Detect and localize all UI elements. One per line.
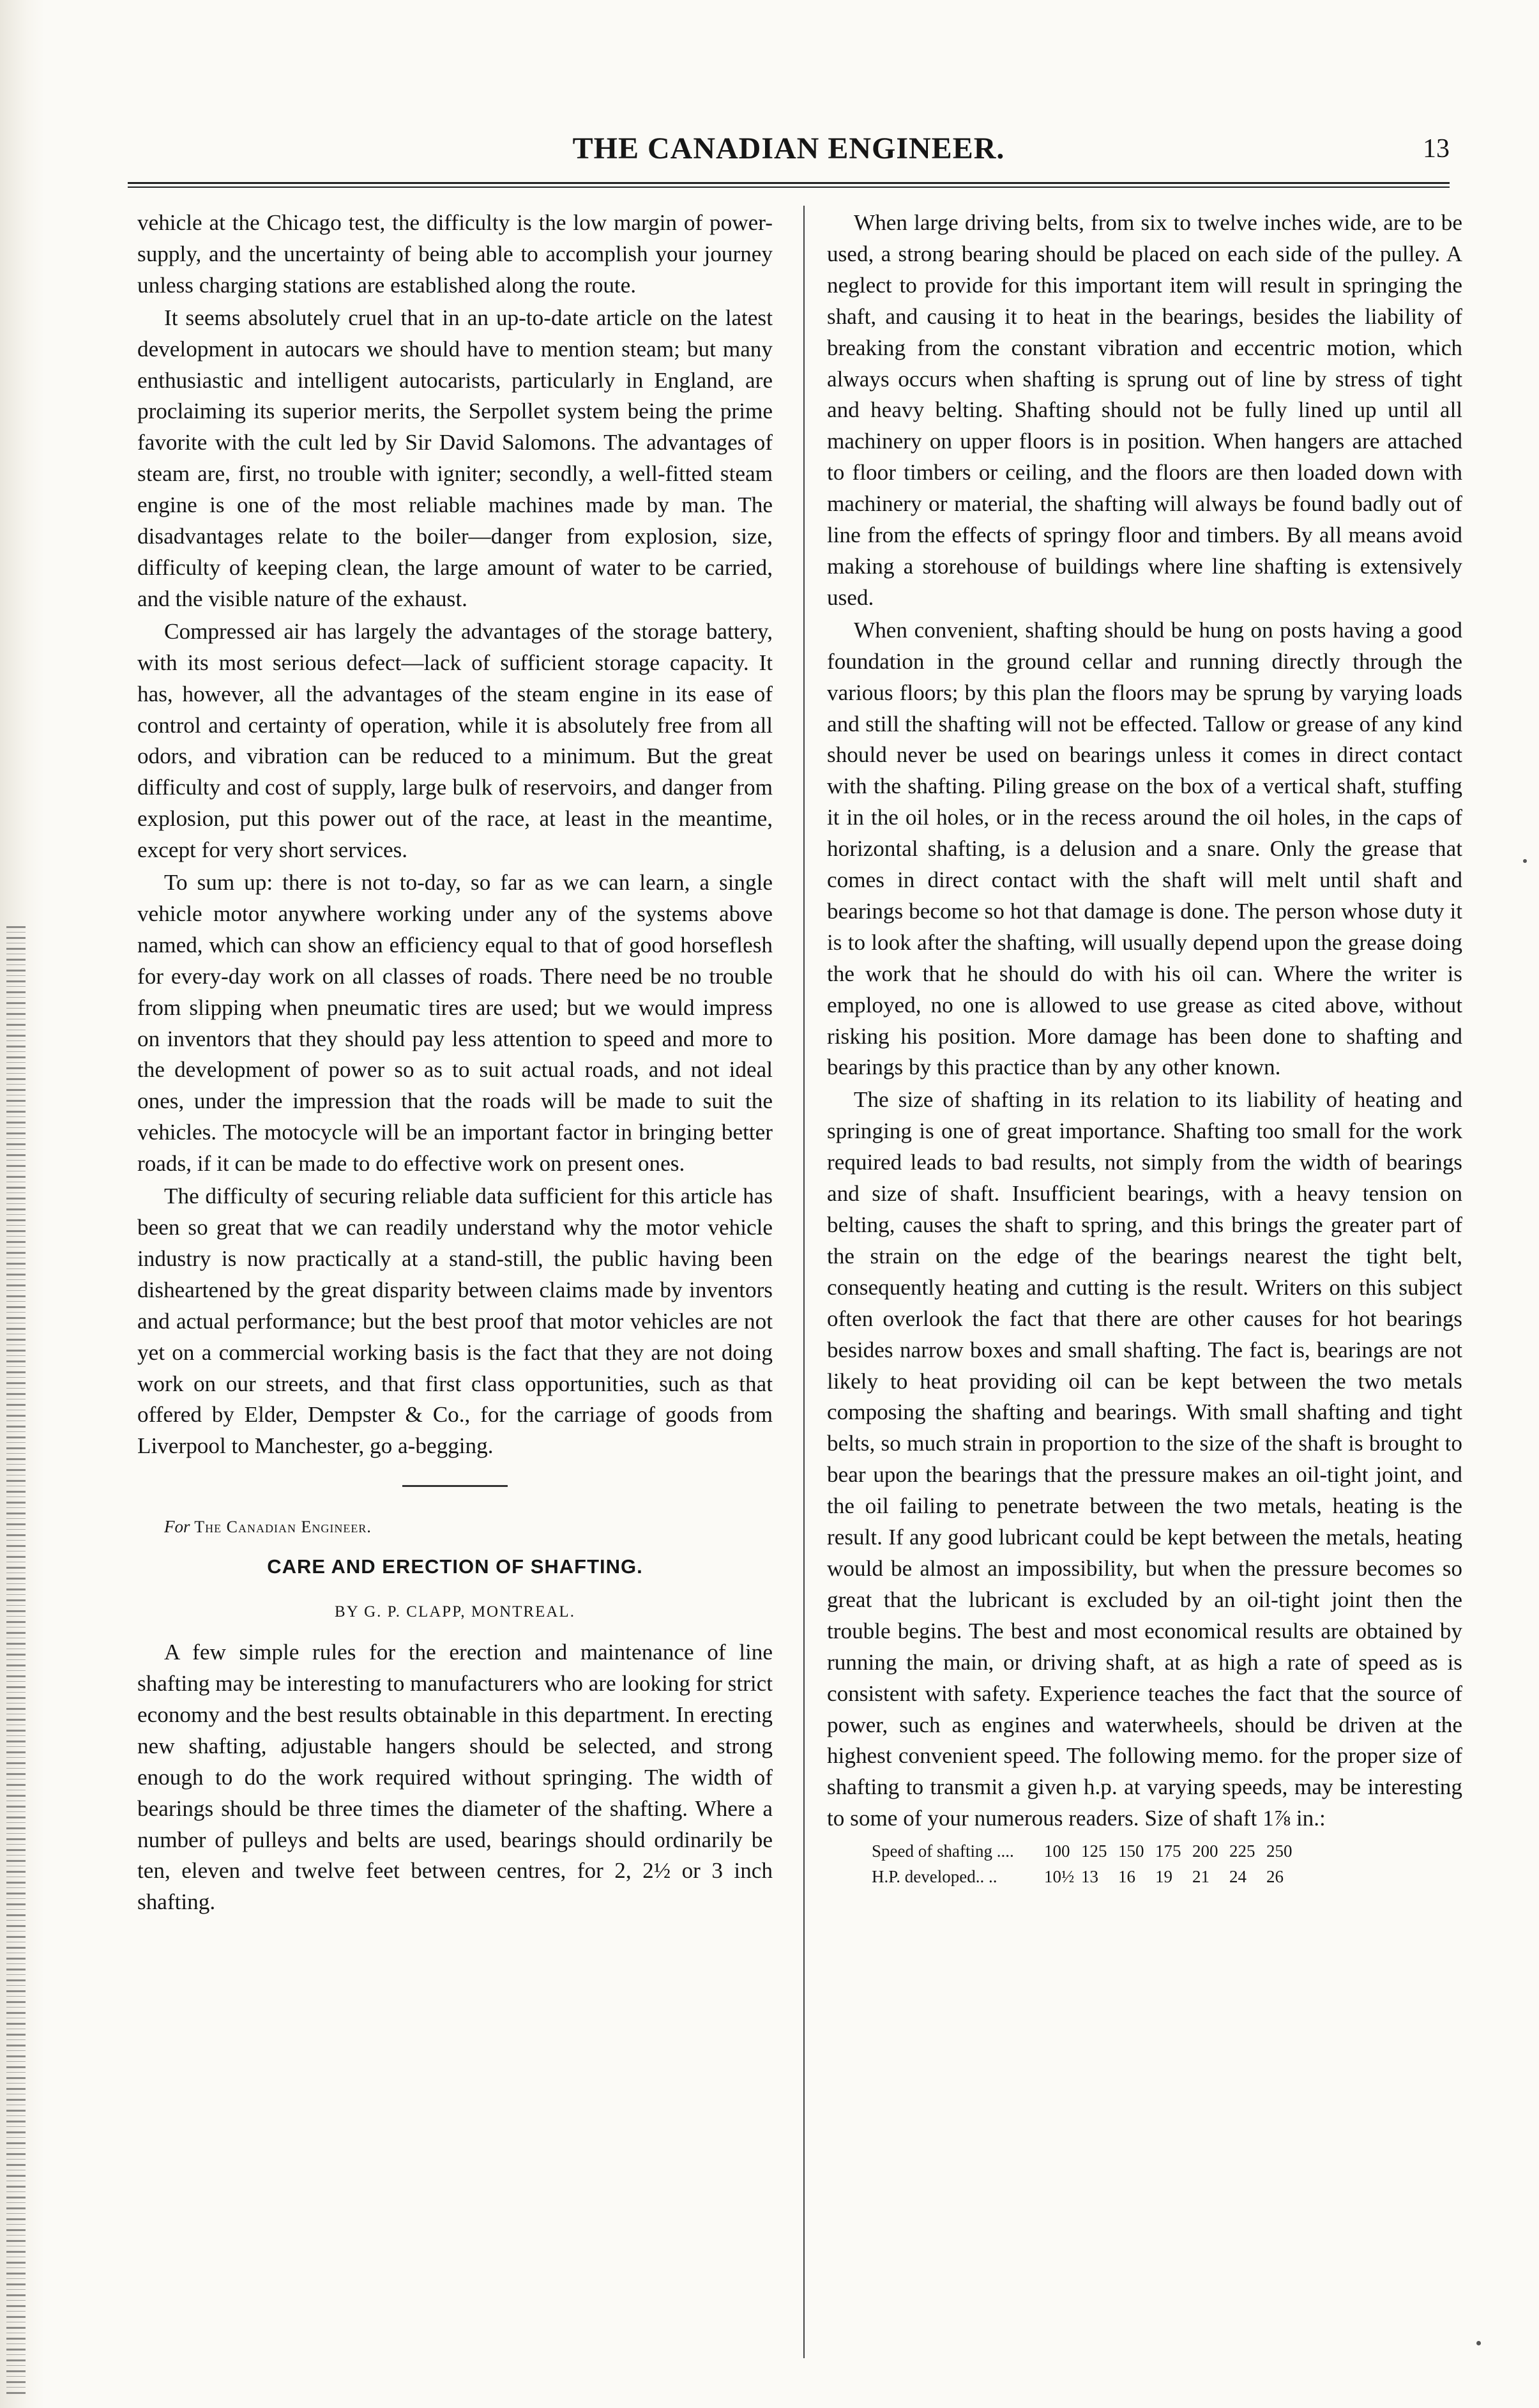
paragraph: A few simple rules for the erection and maintenance of line shafting may be interesting to manufacturers who are looking for strict economy and the best results obtainable in this department. In erecting new shafting, adjustable hangers should be selected, and strong enough to do the work required without springing. The width of bearings should be three times the diameter of the shafting. Where a number of pulleys and belts are used, bearings should ordinarily be ten, eleven and twelve feet between centres, for 2, 2½ or 3 inch shafting. xyxy=(137,1640,773,1915)
table-cell: 21 xyxy=(1192,1867,1209,1887)
table-cell: 16 xyxy=(1118,1867,1135,1887)
table-row xyxy=(827,1838,1462,1864)
paragraph: Compressed air has largely the advantages of the storage battery, with its most serious defect—lack of sufficient storage capacity. It has, however, all the advantages of the steam engine in its ease of control and certainty of operation, while it is absolutely free from all odors, and vibration can be reduced to a minimum. But the great difficulty and cost of supply, large bulk of reservoirs, and danger from explosion, put this power out of the race, at least in the meantime, except for very short services. xyxy=(137,618,773,863)
table-cell: 175 xyxy=(1155,1841,1181,1861)
table-cell: 100 xyxy=(1044,1841,1070,1861)
article-byline: BY G. P. CLAPP, MONTREAL. xyxy=(335,1603,575,1621)
paragraph: The size of shafting in its relation to its liability of heating and springing is one of great importance. Shafting too small for the work required leads to bad results, not simply from the width of bearings and size of shaft. Insufficient bearings, with a heavy tension on belting, causes the shaft to spring, and this brings the greater part of the strain on the edge of the bearings nearest the tight belt, consequently heating and cutting is the result. Writers on this subject often overlook the fact that there are other causes for hot bearings besides narrow boxes and small shafting. The fact is, bearings are not likely to heat providing oil can be kept between the two metals composing the shafting and bearings. With small shafting and tight belts, so much strain in proportion to the size of the shaft is brought to bear upon the bearings that the pressure makes an oil-tight joint, and the oil failing to penetrate between the two metals, heating is the result. If any good lubricant could be kept between the metals, heating would be almost an impossibility, but when the pressure becomes so great that the lubricant is excluded by an oil-tight joint then the trouble begins. The best and most economical results are obtained by running the main, or driving shaft, at as high a rate of speed as is consistent with safety. Experience teaches the fact that the source of power, such as engines and waterwheels, should be driven at the highest convenient speed. The following memo. for the proper size of shafting to transmit a given h.p. at varying speeds, may be interesting to some of your numerous readers. Size of shaft 1⅞ in.: xyxy=(827,1087,1462,1831)
running-title: THE CANADIAN ENGINEER. xyxy=(572,132,1005,165)
attribution-prefix: For xyxy=(164,1517,190,1537)
attribution-publication: The Canadian Engineer. xyxy=(194,1518,372,1537)
print-speck xyxy=(1523,859,1527,863)
paragraph: It seems absolutely cruel that in an up-to-date article on the latest development in autocars we should have to mention steam; but many enthusiastic and intelligent autocarists, particularly in England, are proclaiming its superior merits, the Serpollet system being the prime favorite with the cult led by Sir David Salomons. The advantages of steam are, first, no trouble with igniter; secondly, a well-fitted steam engine is one of the most reliable machines made by man. The disadvantages relate to the boiler—danger from explosion, size, difficulty of keeping clean, the large amount of water to be carried, and the visible nature of the exhaust. xyxy=(137,305,773,611)
table-cell: 250 xyxy=(1266,1841,1293,1861)
table-cell: 24 xyxy=(1229,1867,1247,1887)
attribution-line xyxy=(137,1514,773,1540)
shafting-table xyxy=(827,1838,1462,1889)
table-cell: 125 xyxy=(1081,1841,1107,1861)
table-cell: 225 xyxy=(1229,1841,1255,1861)
table-cell: 10½ xyxy=(1044,1867,1075,1887)
paragraph: When large driving belts, from six to twelve inches wide, are to be used, a strong bearing should be placed on each side of the pulley. A neglect to provide for this important item will result in springing the shaft, and causing it to heat in the bearings, besides the liability of breaking from the constant vibration and eccentric motion, which always occurs when shafting is sprung out of line by stress of tight and heavy belting. Shafting should not be fully lined up until all machinery on upper floors is in position. When hangers are attached to floor timbers or ceiling, and the floors are then loaded down with machinery or material, the shafting will always be found badly out of line from the effects of springy floor and timbers. By all means avoid making a storehouse of buildings where line shafting is extensively used. xyxy=(827,210,1462,610)
binding-stitching xyxy=(6,926,26,2395)
table-cell: 26 xyxy=(1266,1867,1284,1887)
table-row-label: Speed of shafting .... xyxy=(872,1841,1014,1861)
paragraph: When convenient, shafting should be hung on posts having a good foundation in the ground cellar and running directly through the various floors; by this plan the floors may be sprung by varying loads and still the shafting will not be effected. Tallow or grease of any kind should never be used on bearings unless it comes in direct contact with the shafting. Piling grease on the box of a vertical shaft, stuffing it in the oil holes, or in the recess around the oil holes, in the caps of horizontal shafting, is a delusion and a snare. Only the grease that comes in direct contact with the shaft will melt until shaft and bearings become so hot that damage is done. The person whose duty it is to look after the shafting, will usually depend upon the grease doing the work that he should do with his oil can. Where the writer is employed, no one is allowed to use grease as cited above, without risking his position. More damage has been done to shafting and bearings by this practice than by any other known. xyxy=(827,617,1462,1080)
right-column xyxy=(827,208,1462,1889)
table-cell: 19 xyxy=(1155,1867,1172,1887)
table-cell: 13 xyxy=(1081,1867,1098,1887)
table-row xyxy=(827,1864,1462,1889)
paragraph: vehicle at the Chicago test, the difficulty is the low margin of power-supply, and the uncertainty of being able to accomplish your journey unless charging stations are established along the route. xyxy=(137,210,773,298)
paragraph: To sum up: there is not to-day, so far as we can learn, a single vehicle motor anywhere working under any of the systems above named, which can show an efficiency equal to that of good horseflesh for every-day work on all classes of roads. There need be no trouble from slipping when pneumatic tires are used; but we would impress on inventors that they should pay less attention to speed and more to the development of power so as to suit actual roads, and not ideal ones, under the impression that the roads will be made to suit the vehicles. The motocycle will be an important factor in bringing better roads, if it can be made to do effective work on present ones. xyxy=(137,870,773,1177)
table-cell: 150 xyxy=(1118,1841,1144,1861)
header-rule xyxy=(128,182,1450,188)
article-title: CARE AND ERECTION OF SHAFTING. xyxy=(267,1555,643,1578)
table-cell: 200 xyxy=(1192,1841,1218,1861)
column-divider xyxy=(803,206,805,2358)
print-speck xyxy=(1476,2341,1481,2345)
section-separator xyxy=(402,1485,508,1487)
table-row-label: H.P. developed.. .. xyxy=(872,1867,997,1887)
paragraph: The difficulty of securing reliable data sufficient for this article has been so great that we can readily understand why the motor vehicle industry is now practically at a stand-still, the public having been disheartened by the great disparity between claims made by inventors and actual performance; but the best proof that motor vehicles are not yet on a commercial working basis is the fact that they are not doing work on our streets, and that first class opportunities, such as that offered by Elder, Dempster & Co., for the carriage of goods from Liverpool to Manchester, go a-begging. xyxy=(137,1184,773,1459)
page-binding-edge xyxy=(0,0,45,2408)
left-column xyxy=(137,208,773,1918)
page-header xyxy=(128,131,1450,182)
page-number: 13 xyxy=(1423,134,1450,164)
